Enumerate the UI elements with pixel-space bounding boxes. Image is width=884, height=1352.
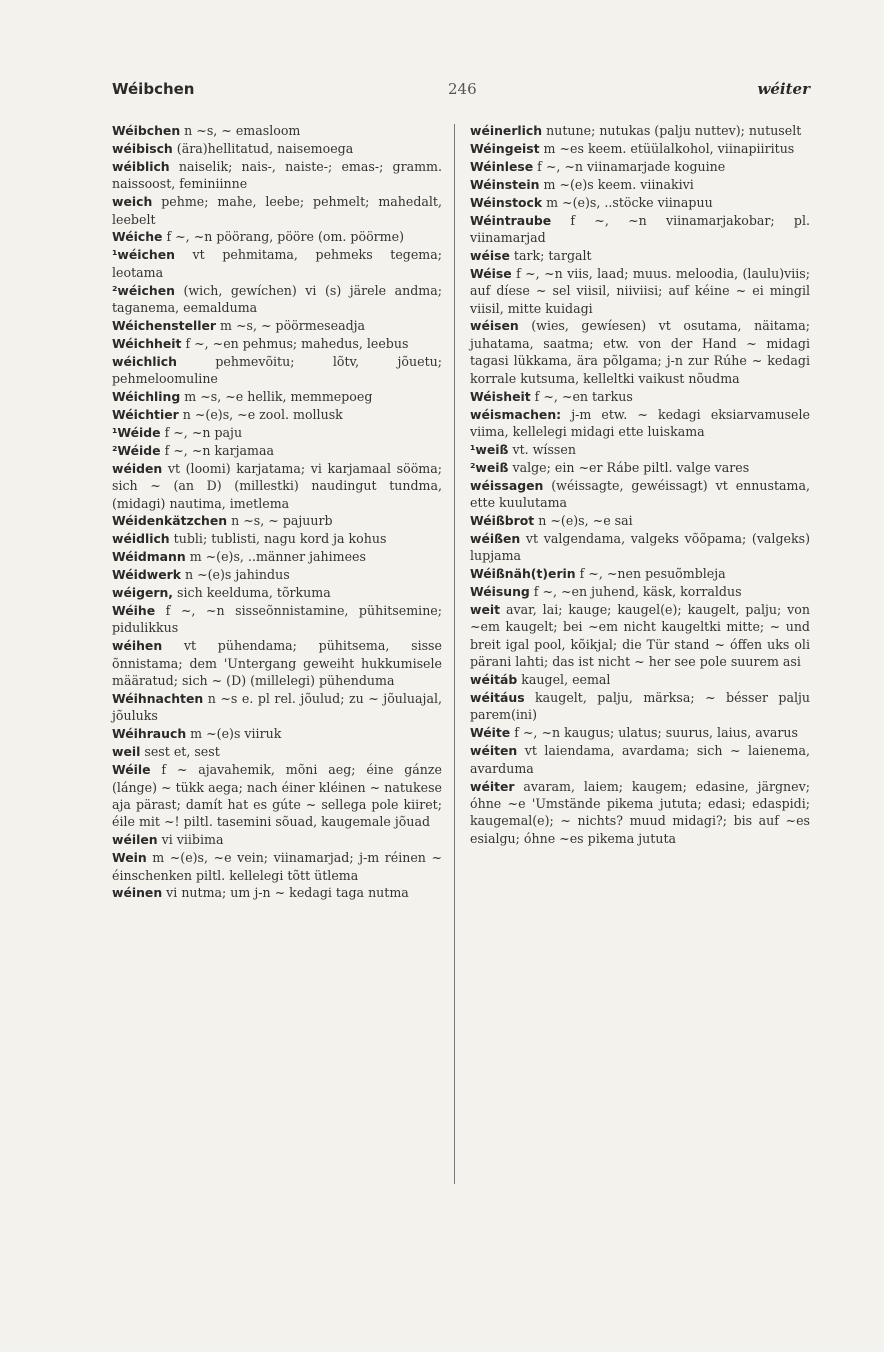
entry-definition: n ~s e. pl rel. jõulud; zu ~ jõuluajal, jõuluks (112, 691, 442, 724)
entry-definition: kaugel, eemal (521, 672, 611, 688)
entry-headword: wéilen (112, 832, 158, 848)
dictionary-entry (470, 671, 810, 688)
entry-definition: tark; targalt (513, 247, 592, 263)
entry-definition: f ~, ~n paju (164, 424, 243, 440)
dictionary-entry (112, 602, 442, 637)
entry-definition: n ~s, ~ pajuurb (231, 513, 333, 529)
entry-definition: (wéissagte, gewéissagt) vt ennustama, ette kuulutama (470, 477, 810, 511)
entry-headword: Wéile (112, 762, 151, 778)
entry-headword: wéigern, (112, 585, 174, 601)
dictionary-entry (470, 512, 810, 529)
entry-headword: Wéidenkätzchen (112, 513, 228, 529)
entry-definition: tubli; tublisti, nagu kord ja kohus (173, 531, 387, 547)
entry-definition: valge; ein ~er Rábe piltl. valge vares (512, 459, 750, 475)
dictionary-entry (112, 849, 442, 884)
entry-headword: Wéite (470, 725, 511, 741)
entry-headword: weit (470, 601, 501, 617)
dictionary-entry (470, 583, 810, 600)
entry-headword: Wéichling (112, 389, 181, 405)
entry-definition: pehme; mahe, leebe; pehmelt; mahedalt, leebelt (112, 194, 442, 227)
entry-headword: Wéisung (470, 584, 530, 600)
dictionary-entry (112, 548, 442, 565)
entry-definition: n ~(e)s jahindus (184, 567, 290, 583)
entry-definition: vt pehmitama, pehmeks tegema; leotama (112, 247, 442, 280)
dictionary-entry (112, 761, 442, 831)
entry-headword: Wéiche (112, 229, 163, 245)
dictionary-entry (470, 601, 810, 671)
entry-definition: (wich, gewíchen) vi (s) järele andma; taganema, eemalduma (112, 282, 442, 316)
entry-definition: m ~es keem. etüülalkohol, viinapiiritus (543, 140, 795, 156)
entry-headword: wéitáb (470, 672, 518, 688)
entry-headword: ¹Wéide (112, 424, 161, 440)
entry-headword: wéibisch (112, 140, 173, 156)
entry-headword: Wéißbrot (470, 512, 535, 528)
entry-definition: (ära)hellitatud, naisemoega (176, 140, 354, 156)
dictionary-entry (470, 194, 810, 211)
column-divider (454, 124, 455, 1184)
dictionary-entry (112, 317, 442, 334)
dictionary-entry (112, 442, 442, 459)
entry-definition: n ~s, ~ emasloom (184, 123, 301, 138)
page-number: 246 (448, 80, 477, 98)
entry-headword: Wéichensteller (112, 317, 216, 333)
entry-definition: naiselik; nais-, naiste-; emas-; gramm. naissoost, feminiinne (112, 158, 442, 192)
entry-headword: wéiten (470, 743, 518, 759)
entry-headword: Wéintraube (470, 212, 552, 228)
page-header (112, 80, 810, 102)
dictionary-entry (112, 690, 442, 725)
entry-headword: Wéise (470, 265, 512, 281)
entry-headword: wéitáus (470, 690, 525, 705)
entry-headword: wéiter (470, 778, 515, 794)
entry-definition: avar, lai; kauge; kaugel(e); kaugelt, palju; von ~em kaugelt; bei ~em nicht kaugeltki mitte; ~ und breit igal pool, kõikjal; die Tür stand ~ óffen uks oli pärani lahti; das ist nicht ~ her see pole suurem asi (470, 601, 810, 670)
entry-headword: wéichlich (112, 353, 177, 369)
entry-headword: Wéidmann (112, 549, 186, 565)
dictionary-entry (112, 353, 442, 388)
dictionary-entry (470, 406, 810, 441)
dictionary-entry (470, 724, 810, 741)
entry-definition: f ~, ~n pöörang, pööre (om. pöörme) (166, 229, 404, 245)
dictionary-entry (470, 477, 810, 512)
dictionary-entry (470, 265, 810, 317)
entry-headword: wéiblich (112, 158, 170, 174)
entry-headword: Wéisheit (470, 388, 531, 404)
entry-headword: ²wéichen (112, 282, 175, 298)
right-column (470, 122, 810, 848)
entry-headword: Wein (112, 850, 147, 866)
dictionary-entry (470, 530, 810, 565)
dictionary-entry (112, 246, 442, 281)
entry-headword: Wéichtier (112, 407, 179, 422)
dictionary-entry (470, 689, 810, 724)
dictionary-entry (112, 193, 442, 228)
entry-headword: Wéihnachten (112, 691, 204, 706)
entry-definition: avaram, laiem; kaugem; edasine, järgnev; óhne ~e 'Umstände pikema jututa; edasi; edaspidi; kaugemal(e); ~ nichts? muud midagi?; bis auf ~es esialgu; óhne ~es pikema jututa (470, 778, 810, 846)
left-column (112, 122, 442, 902)
entry-headword: Wéinstock (470, 194, 543, 210)
entry-definition: vi viibima (161, 832, 224, 848)
dictionary-entry (470, 459, 810, 476)
entry-definition: m ~s, ~e hellik, memmepoeg (184, 389, 373, 405)
entry-headword: wéismachen: (470, 406, 562, 422)
dictionary-entry (112, 388, 442, 405)
entry-definition: f ~, ~en pehmus; mahedus, leebus (185, 335, 409, 351)
entry-definition: f ~, ~n karjamaa (164, 442, 275, 458)
dictionary-entry (112, 335, 442, 352)
entry-headword: wéihen (112, 638, 163, 654)
entry-headword: wéißen (470, 530, 521, 546)
entry-definition: n ~(e)s, ~e sai (538, 512, 633, 528)
entry-headword: wéise (470, 247, 510, 263)
entry-headword: weich (112, 194, 153, 210)
entry-headword: weil (112, 744, 141, 760)
entry-definition: j-m etw. ~ kedagi eksiarvamusele viima, kellelegi midagi ette luiskama (470, 406, 810, 439)
entry-headword: ²weiß (470, 459, 509, 475)
dictionary-entry (470, 140, 810, 157)
entry-definition: sest et, sest (144, 744, 220, 760)
right-guide-word: wéiter (757, 80, 810, 98)
dictionary-entry (112, 140, 442, 157)
entry-definition: f ~ ajavahemik, mõni aeg; éine gánze (lánge) ~ tükk aega; nach éiner kléinen ~ natukese aja pärast; damít hat es gúte ~ sellega pole kiiret; éile mit ~! piltl. tasemini sõuad, kaugemale jõuad (112, 762, 442, 830)
entry-headword: wéinerlich (470, 123, 543, 138)
entry-definition: f ~, ~nen pesuõmbleja (579, 566, 726, 582)
dictionary-entry (470, 212, 810, 247)
dictionary-entry (112, 158, 442, 193)
dictionary-entry (470, 441, 810, 458)
dictionary-entry (470, 247, 810, 264)
entry-headword: wéiden (112, 460, 163, 476)
entry-definition: f ~, ~en juhend, käsk, korraldus (533, 584, 742, 600)
dictionary-entry (470, 176, 810, 193)
dictionary-entry (470, 388, 810, 405)
entry-definition: nutune; nutukas (palju nuttev); nutuselt (546, 123, 802, 138)
entry-headword: Wéibchen (112, 123, 181, 138)
dictionary-entry (470, 565, 810, 582)
dictionary-entry (112, 884, 442, 901)
dictionary-entry (470, 778, 810, 848)
dictionary-entry (470, 742, 810, 777)
entry-definition: n ~(e)s, ~e zool. mollusk (182, 407, 343, 422)
entry-definition: vt laiendama, avardama; sich ~ laienema, avarduma (470, 743, 810, 776)
entry-headword: wéissagen (470, 477, 544, 493)
entry-definition: m ~(e)s, ..männer jahimees (189, 549, 366, 565)
entry-headword: ¹wéichen (112, 247, 175, 263)
dictionary-entry (112, 460, 442, 512)
dictionary-entry (112, 512, 442, 529)
entry-definition: f ~, ~n viinamarjade koguine (537, 158, 726, 174)
entry-definition: vt (loomi) karjatama; vi karjamaal sööma; sich ~ (an D) (millestki) naudingut tundma, (midagi) nautima, imetlema (112, 460, 442, 511)
entry-headword: Wéidwerk (112, 567, 181, 583)
entry-definition: vt. wíssen (512, 441, 576, 457)
entry-definition: (wies, gewíesen) vt osutama, näitama; juhatama, saatma; etw. von der Hand ~ midagi tagasi lükkama, ära põlgama; j-n zur Rúhe ~ kedagi korrale kutsuma, kelleltki vaikust nõudma (470, 318, 810, 386)
dictionary-entry (112, 566, 442, 583)
dictionary-entry (470, 122, 810, 139)
entry-definition: f ~, ~n viis, laad; muus. meloodia, (laulu)viis; auf díese ~ sel viisil, niiviisi; auf kéine ~ ei mingil viisil, mitte kuidagi (470, 265, 810, 316)
entry-headword: Wéißnäh(t)erin (470, 566, 576, 582)
entry-headword: Wéinstein (470, 176, 540, 192)
entry-headword: Wéihrauch (112, 726, 187, 742)
entry-headword: wéidlich (112, 531, 170, 547)
entry-headword: Wéingeist (470, 140, 540, 156)
entry-definition: m ~(e)s viiruk (190, 726, 282, 742)
entry-definition: pehmevõitu; lõtv, jõuetu; pehmeloomuline (112, 353, 442, 387)
entry-definition: kaugelt, palju, märksa; ~ bésser palju parem(ini) (470, 690, 810, 723)
entry-definition: f ~, ~n sisseõnnistamine, pühitsemine; pidulikkus (112, 602, 442, 636)
entry-definition: m ~(e)s, ..stöcke viinapuu (546, 194, 713, 210)
entry-headword: ¹weiß (470, 441, 509, 457)
entry-headword: Wéihe (112, 602, 156, 618)
dictionary-entry (112, 228, 442, 245)
entry-definition: vt valgendama, valgeks võõpama; (valgeks) lupjama (470, 530, 810, 564)
entry-definition: m ~s, ~ pöörmeseadja (220, 317, 366, 333)
entry-headword: Wéichheit (112, 335, 182, 351)
entry-headword: wéisen (470, 318, 519, 334)
dictionary-entry (112, 725, 442, 742)
dictionary-entry (112, 743, 442, 760)
dictionary-entry (112, 530, 442, 547)
entry-definition: vt pühendama; pühitsema, sisse õnnistama; dem 'Untergang geweiht hukkumisele määratud; sich ~ (D) (millelegi) pühenduma (112, 638, 442, 689)
entry-definition: m ~(e)s keem. viinakivi (543, 176, 694, 192)
left-guide-word: Wéibchen (112, 80, 195, 98)
dictionary-entry (112, 424, 442, 441)
dictionary-entry (470, 158, 810, 175)
entry-headword: wéinen (112, 885, 163, 901)
entry-headword: ²Wéide (112, 442, 161, 458)
entry-definition: sich keelduma, tõrkuma (177, 585, 331, 601)
dictionary-entry (112, 637, 442, 689)
dictionary-entry (470, 317, 810, 387)
dictionary-entry (112, 831, 442, 848)
entry-definition: vi nutma; um j-n ~ kedagi taga nutma (166, 885, 409, 901)
dictionary-entry (112, 282, 442, 317)
entry-definition: f ~, ~n viinamarjakobar; pl. viinamarjad (470, 212, 810, 245)
entry-definition: f ~, ~en tarkus (534, 388, 633, 404)
dictionary-entry (112, 406, 442, 423)
entry-definition: m ~(e)s, ~e vein; viinamarjad; j-m réinen ~ éinschenken piltl. kellelegi tõtt ütlema (112, 850, 442, 883)
dictionary-entry (112, 584, 442, 601)
entry-definition: f ~, ~n kaugus; ulatus; suurus, laius, avarus (514, 725, 798, 741)
dictionary-entry (112, 122, 442, 139)
entry-headword: Wéinlese (470, 158, 534, 174)
